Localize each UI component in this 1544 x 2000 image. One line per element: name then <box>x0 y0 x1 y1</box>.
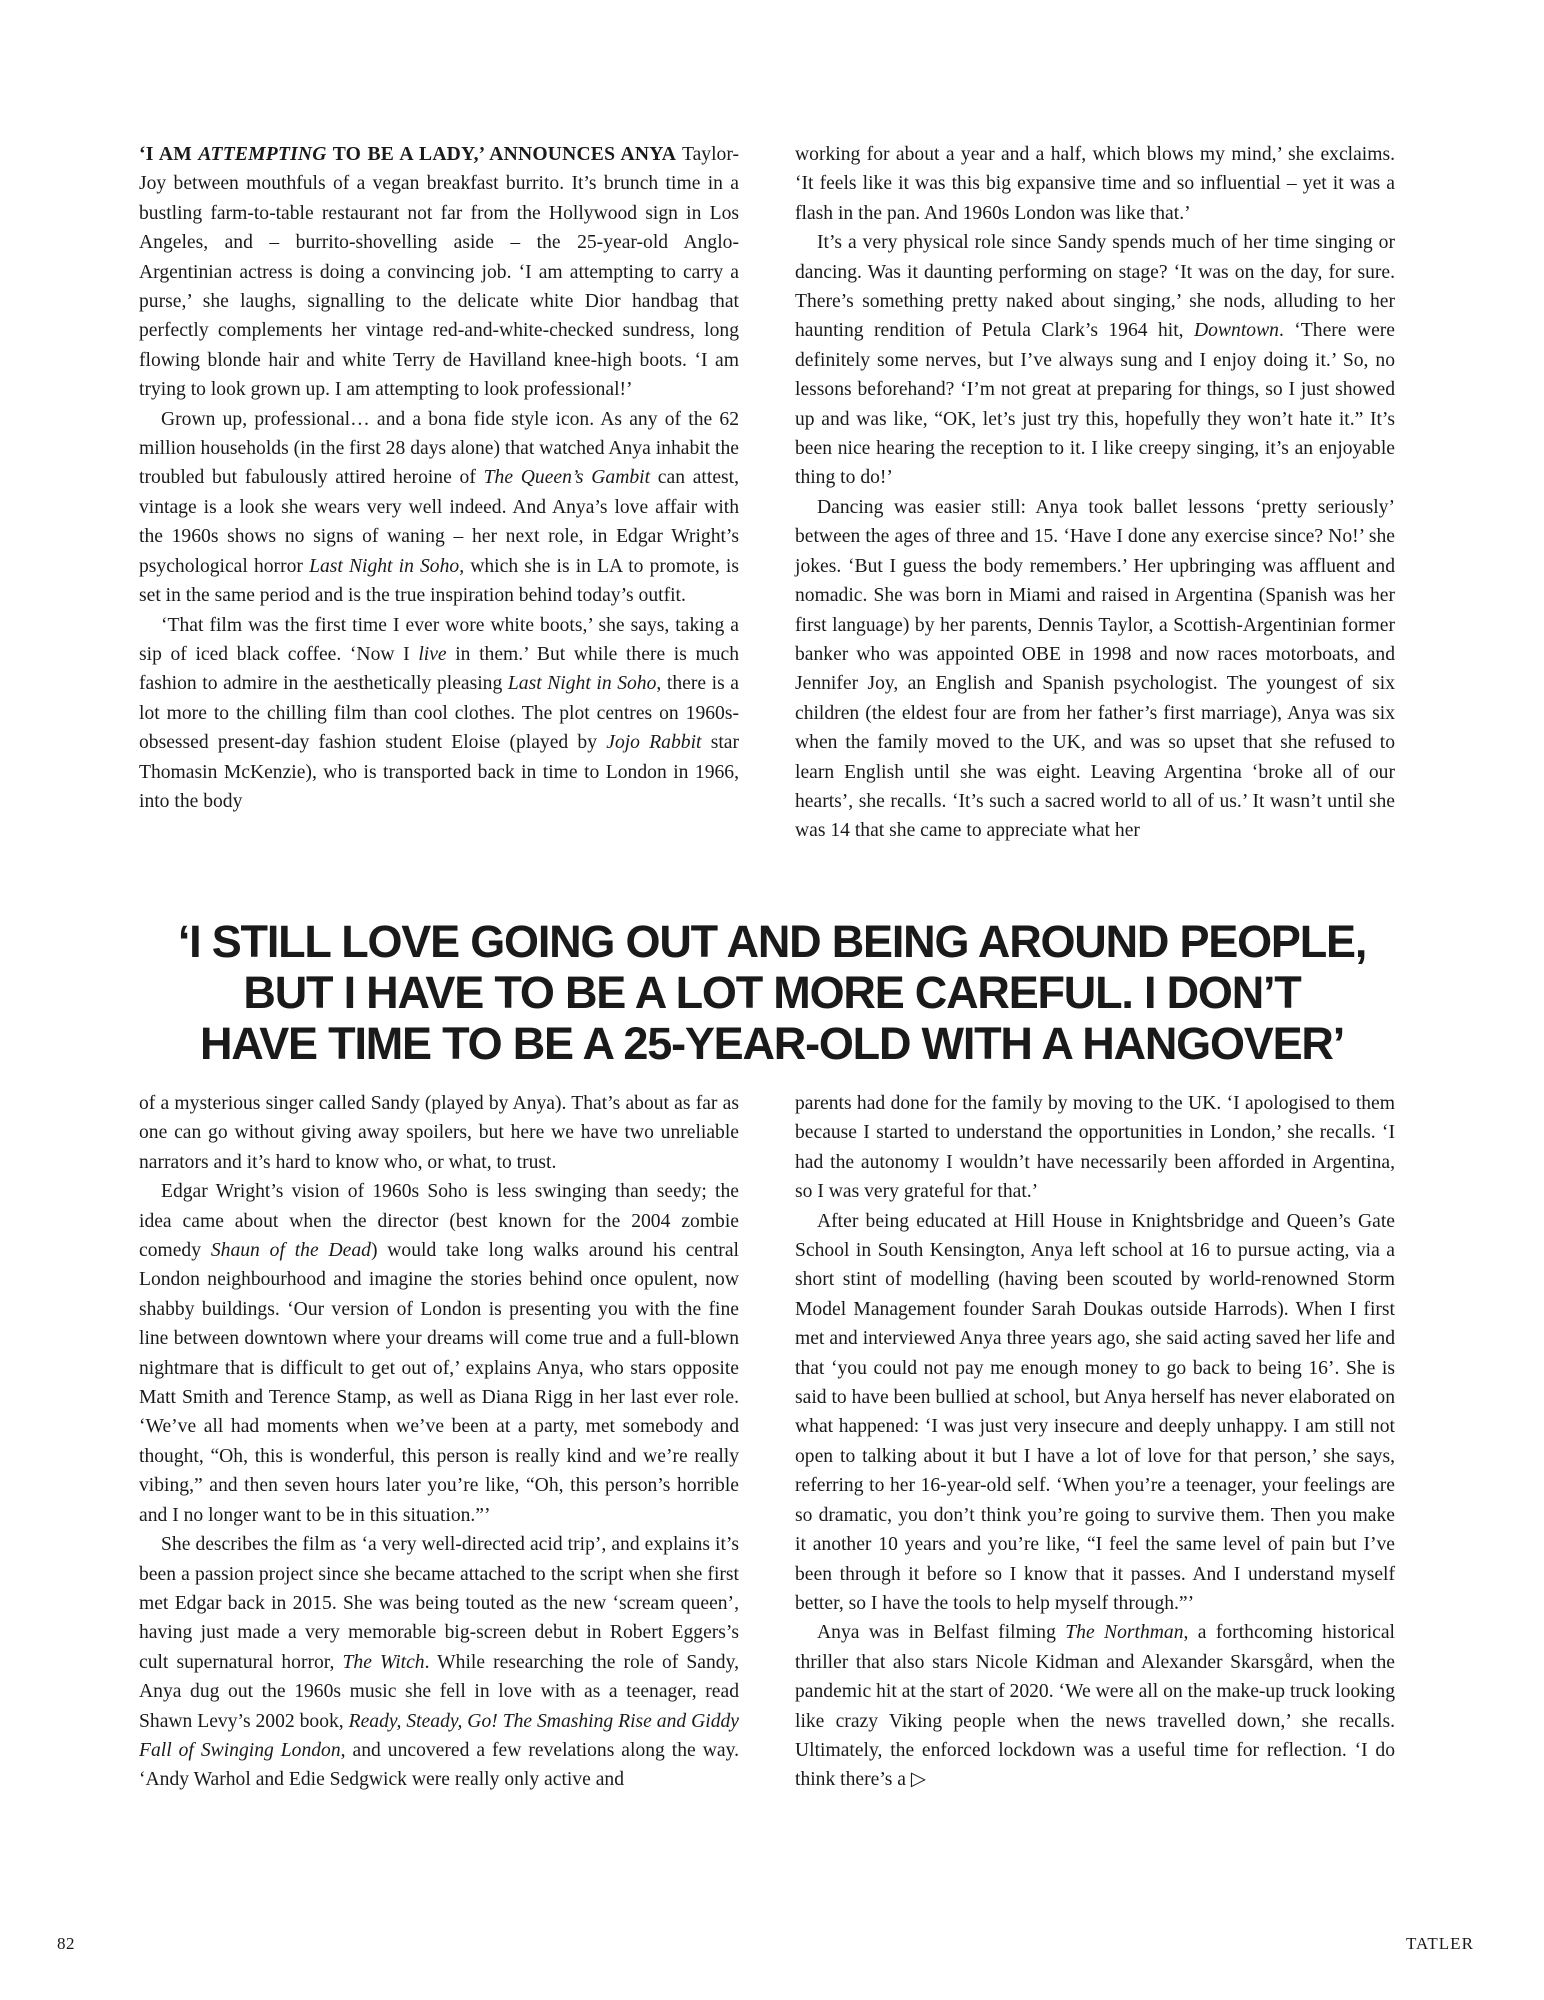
pull-quote-line: HAVE TIME TO BE A 25-YEAR-OLD WITH A HANGOVER’ <box>199 1018 1345 1069</box>
paragraph-text: She describes the film as ‘a very well-directed acid trip’, and explains it’s been a passion project since she became attached to the script when she first met Edgar back in 2015. She was being touted as the new ‘scream queen’, having just made a very memorable big-screen debut in Robert Eggers’s cult supernatural horror, <box>139 1534 739 1673</box>
article-paragraph <box>139 405 739 611</box>
emphasis-italic: live <box>418 643 447 665</box>
pull-quote-line: ‘I STILL LOVE GOING OUT AND BEING AROUND PEOPLE, <box>177 916 1367 967</box>
page-number: 82 <box>57 1934 75 1953</box>
paragraph-text: . While researching the role of Sandy, Anya dug out the 1960s music she fell in love with as a teenager, read Shawn Levy’s 2002 book, <box>139 1651 739 1732</box>
article-paragraph: After being educated at Hill House in Knightsbridge and Queen’s Gate School in South Kensington, Anya left school at 16 to pursue acting, via a short stint of modelling (having been scouted by world-renowned Storm Model Management founder Sarah Doukas outside Harrods). When I first met and interviewed Anya three years ago, she said acting saved her life and that ‘you could not pay me enough money to go back to being 16’. She is said to have been bullied at school, but Anya herself has never elaborated on what happened: ‘I was just very insecure and deeply unhappy. I am still not open to talking about it but I have a lot of love for that person,’ she says, referring to her 16-year-old self. ‘When you’re a teenager, your feelings are so dramatic, you don’t think you’re going to survive them. Then you make it another 10 years and you’re like, “I feel the same level of pain but I’ve been through it before so I know that it passes. And I understand myself better, so I have the tools to help myself through.”’ <box>795 1210 1395 1614</box>
article-paragraph: Dancing was easier still: Anya took ballet lessons ‘pretty seriously’ between the ages of three and 15. ‘Have I done any exercise since? No!’ she jokes. ‘But I guess the body remembers.’ Her upbringing was affluent and nomadic. She was born in Miami and raised in Argentina (Spanish was her first language) by her parents, Dennis Taylor, a Scottish-Argentinian former banker who was appointed OBE in 1998 and now races motorboats, and Jennifer Joy, an English and Spanish psychologist. The youngest of six children (the eldest four are from her father’s first marriage), Anya was six when the family moved to the UK, and was so upset that she refused to learn English until she was eight. Leaving Argentina ‘broke all of our hearts’, she recalls. ‘It’s such a sacred world to all of us.’ It wasn’t until she was 14 that she came to appreciate what her <box>795 496 1395 842</box>
article-paragraph: working for about a year and a half, which blows my mind,’ she exclaims. ‘It feels like it was this big expansive time and so influential – yet it was a flash in the pan. And 1960s London was like that.’ <box>795 144 1395 224</box>
title-italic: The Queen’s Gambit <box>483 467 651 489</box>
paragraph-text: in them.’ But while there is much fashion to admire in the aesthetically pleasing <box>139 643 740 695</box>
paragraph-text: Edgar Wright’s vision of 1960s Soho is less swinging than seedy; the idea came about when the director (best known for the 2004 zombie comedy <box>139 1181 739 1262</box>
article-paragraph <box>139 140 739 405</box>
article-column-bottom-left <box>139 1089 739 1795</box>
lead-emphasis: ATTEMPTING <box>198 144 327 165</box>
article-paragraph <box>139 611 739 817</box>
article-paragraph <box>795 228 1395 493</box>
title-italic: The Northman <box>1065 1622 1184 1644</box>
article-column-top-right <box>795 140 1395 846</box>
article-column-bottom-right <box>795 1089 1395 1795</box>
paragraph-text: Grown up, professional… and a bona fide style icon. As any of the 62 million households (in the first 28 days alone) that watched Anya inhabit the troubled but fabulously attired heroine of <box>139 408 739 489</box>
article-paragraph <box>795 1618 1395 1794</box>
drop-lead <box>139 144 676 165</box>
article-paragraph <box>139 1177 739 1530</box>
paragraph-text: , a forthcoming historical thriller that also stars Nicole Kidman and Alexander Skarsgård, when the pandemic hit at the start of 2020. ‘We were all on the make-up truck looking like crazy Viking people when the news travelled down,’ she recalls. Ultimately, the enforced lockdown was a useful time for reflection. ‘I do think there’s a ▷ <box>795 1622 1396 1791</box>
article-paragraph: parents had done for the family by moving to the UK. ‘I apologised to them because I started to understand the opportunities in London,’ she recalls. ‘I had the autonomy I wouldn’t have necessarily been afforded in Argentina, so I was very grateful for that.’ <box>795 1093 1395 1203</box>
article-paragraph: of a mysterious singer called Sandy (played by Anya). That’s about as far as one can go without giving away spoilers, but here we have two unreliable narrators and it’s hard to know who, or what, to trust. <box>139 1093 739 1173</box>
lead-text: TO BE A LADY,’ ANNOUNCES ANYA <box>326 144 677 165</box>
paragraph-text: can attest, vintage is a look she wears very well indeed. And Anya’s love affair with the 1960s shows no signs of waning – her next role, in Edgar Wright’s psychological horror <box>139 467 739 577</box>
paragraph-text: , which she is in LA to promote, is set in the same period and is the true inspiration behind today’s outfit. <box>139 555 739 607</box>
title-italic: The Witch <box>342 1651 425 1673</box>
lead-text: ‘I AM <box>139 144 199 165</box>
paragraph-text: Anya was in Belfast filming <box>817 1622 1066 1644</box>
article-paragraph <box>139 1530 739 1795</box>
pull-quote-line: BUT I HAVE TO BE A LOT MORE CAREFUL. I DON’T <box>243 967 1301 1018</box>
paragraph-text: star Thomasin McKenzie), who is transported back in time to London in 1966, into the body <box>139 732 739 812</box>
paragraph-text: Taylor-Joy between mouthfuls of a vegan breakfast burrito. It’s brunch time in a bustling farm-to-table restaurant not far from the Hollywood sign in Los Angeles, and – burrito-shovelling aside – the 25-year-old Anglo-Argentinian actress is doing a convincing job. ‘I am attempting to carry a purse,’ she laughs, signalling to the delicate white Dior handbag that perfectly complements her vintage red-and-white-checked sundress, long flowing blonde hair and white Terry de Havilland knee-high boots. ‘I am trying to look grown up. I am attempting to look professional!’ <box>139 144 739 401</box>
paragraph-text: ) would take long walks around his central London neighbourhood and imagine the stories behind once opulent, now shabby buildings. ‘Our version of London is presenting you with the fine line between downtown where your dreams will come true and a full-blown nightmare that is difficult to get out of,’ explains Anya, who stars opposite Matt Smith and Terence Stamp, as well as Diana Rigg in her last ever role. ‘We’ve all had moments when we’ve been at a party, met somebody and thought, “Oh, this is wonderful, this person is really kind and we’re really vibing,” and then seven hours later you’re like, “Oh, this person’s horrible and I no longer want to be in this situation.”’ <box>139 1240 739 1526</box>
paragraph-text: It’s a very physical role since Sandy spends much of her time singing or dancing. Was it daunting performing on stage? ‘It was on the day, for sure. There’s something pretty naked about singing,’ she nods, alluding to her haunting rendition of Petula Clark’s 1964 hit, <box>795 232 1395 342</box>
paragraph-text: ‘That film was the first time I ever wore white boots,’ she says, taking a sip of iced black coffee. ‘Now I <box>139 614 739 665</box>
article-column-top-left <box>139 140 739 816</box>
paragraph-text: , there is a lot more to the chilling film than cool clothes. The plot centres on 1960s-obsessed present-day fashion student Eloise (played by <box>139 673 740 754</box>
title-italic: Ready, Steady, Go! The Smashing Rise and Giddy Fall of Swinging London <box>139 1710 739 1761</box>
magazine-name: TATLER <box>1406 1934 1474 1953</box>
paragraph-text: . ‘There were definitely some nerves, but I’ve always sung and I enjoy doing it.’ So, no lessons beforehand? ‘I’m not great at preparing for things, so I just showed up and was like, “OK, let’s just try this, hopefully they won’t hate it.” It’s been nice hearing the reception to it. I like creepy singing, it’s an enjoyable thing to do!’ <box>795 320 1395 489</box>
title-italic: Downtown <box>1194 320 1279 342</box>
pull-quote <box>100 916 1444 1069</box>
title-italic: Jojo Rabbit <box>606 732 702 754</box>
title-italic: Shaun of the Dead <box>210 1240 371 1262</box>
title-italic: Last Night in Soho <box>309 555 460 577</box>
title-italic: Last Night in Soho <box>507 673 657 695</box>
paragraph-text: , and uncovered a few revelations along the way. ‘Andy Warhol and Edie Sedgwick were really only active and <box>139 1739 739 1791</box>
